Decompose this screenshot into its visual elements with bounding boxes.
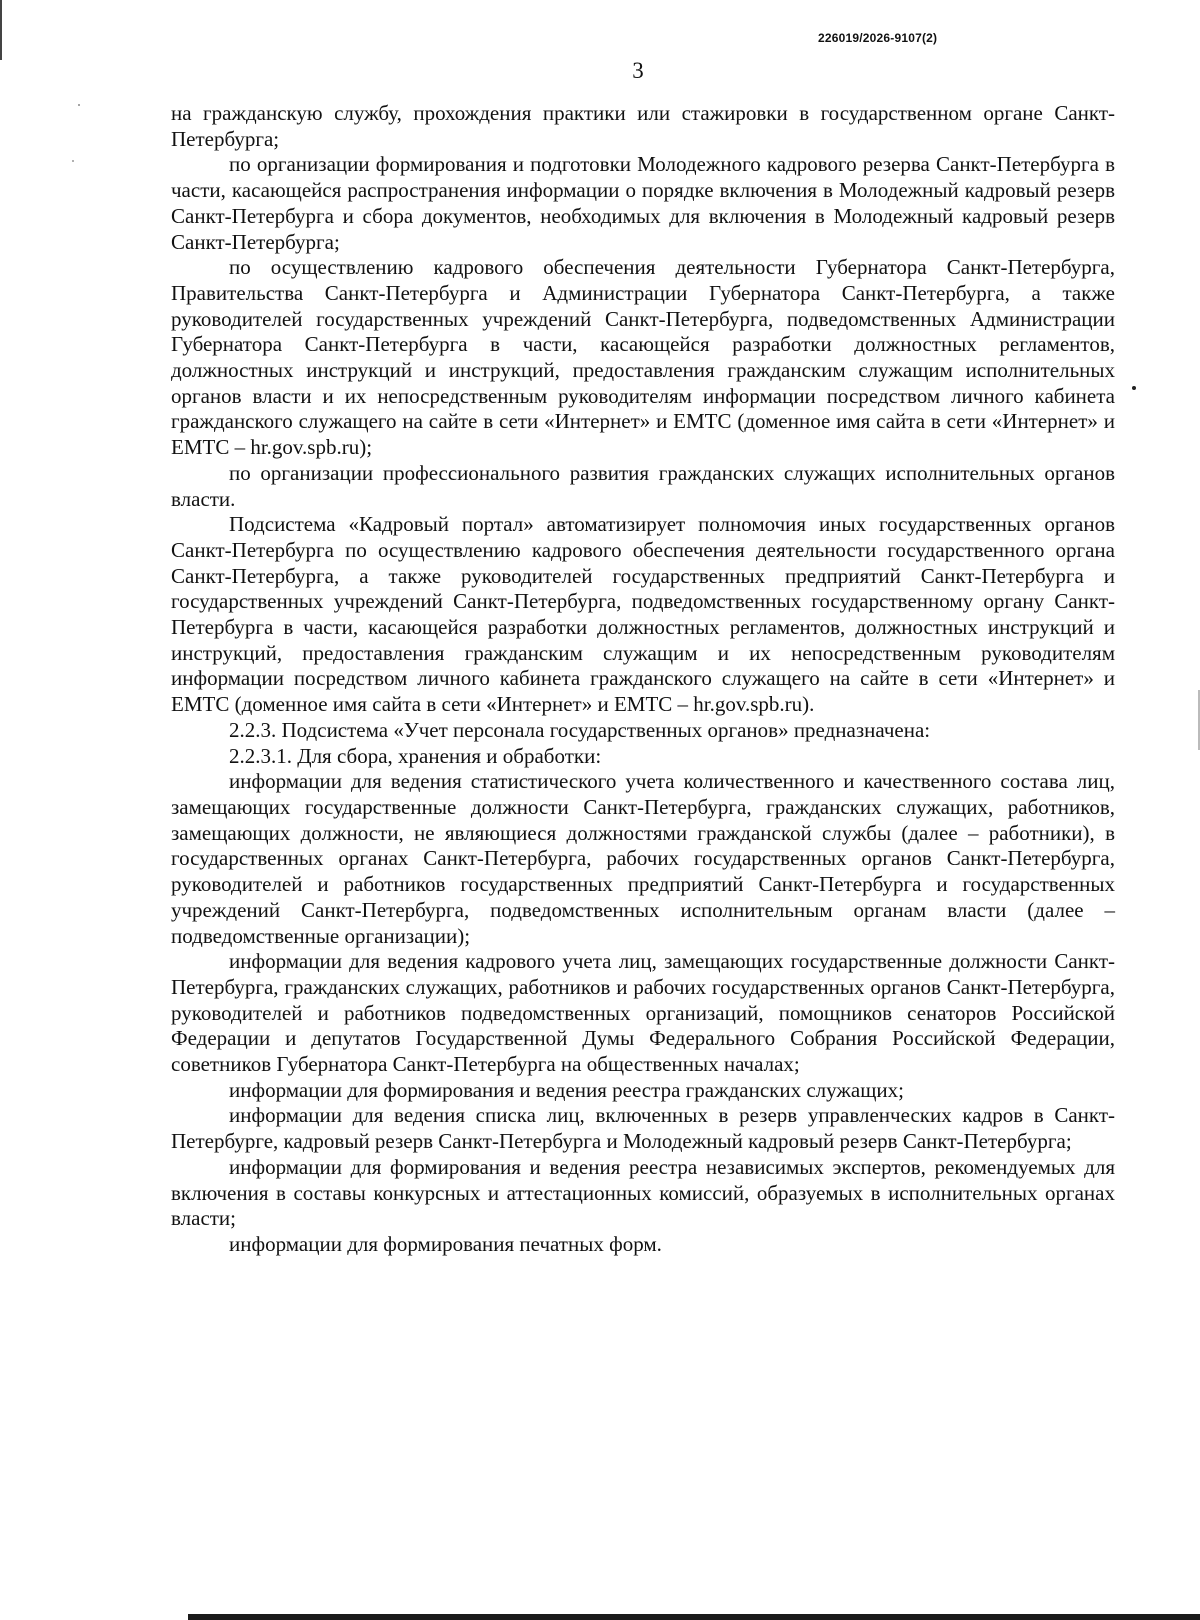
scan-speck bbox=[72, 160, 74, 162]
paragraph: Подсистема «Кадровый портал» автоматизирует полномочия иных государственных органов Санкт-Петербурга по осуществлению кадрового обеспечения деятельности государственного органа Санкт-Петербурга, а также руководителей государственных предприятий Санкт-Петербурга и государственных учреждений Санкт-Петербурга, подведомственных государственному органу Санкт-Петербурга в части, касающейся разработки должностных регламентов, должностных инструкций и инструкций, предоставления гражданским служащим и их непосредственным руководителям информации посредством личного кабинета гражданского служащего на сайте в сети «Интернет» и ЕМТС (доменное имя сайта в сети «Интернет» и ЕМТС – hr.gov.spb.ru). bbox=[171, 512, 1115, 717]
paragraph: информации для ведения кадрового учета лиц, замещающих государственные должности Санкт-Петербурга, гражданских служащих, работников и рабочих государственных органов Санкт-Петербурга, руководителей и работников подведомственных организаций, помощников сенаторов Российской Федерации и депутатов Государственной Думы Федерального Собрания Российской Федерации, советников Губернатора Санкт-Петербурга на общественных началах; bbox=[171, 949, 1115, 1077]
document-body bbox=[171, 101, 1115, 1258]
scan-speck bbox=[1132, 386, 1136, 390]
paragraph: информации для ведения статистического учета количественного и качественного состава лиц, замещающих государственные должности Санкт-Петербурга, гражданских служащих, работников, замещающих должности, не являющиеся должностями гражданской службы (далее – работники), в государственных органах Санкт-Петербурга, рабочих государственных органов Санкт-Петербурга, руководителей и работников государственных предприятий Санкт-Петербурга и государственных учреждений Санкт-Петербурга, подведомственных исполнительным органам власти (далее – подведомственные организации); bbox=[171, 769, 1115, 948]
page-number: 3 bbox=[632, 58, 644, 83]
scan-bottom-edge bbox=[188, 1614, 1200, 1620]
subsection-heading: 2.2.3.1. Для сбора, хранения и обработки: bbox=[229, 743, 602, 768]
paragraph: информации для формирования печатных форм. bbox=[229, 1231, 662, 1256]
paragraph: по организации профессионального развития гражданских служащих исполнительных органов власти. bbox=[171, 460, 1115, 511]
scan-speck bbox=[78, 104, 80, 106]
scan-edge-mark bbox=[0, 0, 2, 60]
paragraph: информации для ведения списка лиц, включенных в резерв управленческих кадров в Санкт-Петербурге, кадровый резерв Санкт-Петербурга и Молодежный кадровый резерв Санкт-Петербурга; bbox=[171, 1103, 1115, 1154]
paragraph: по осуществлению кадрового обеспечения деятельности Губернатора Санкт-Петербурга, Правительства Санкт-Петербурга и Администрации Губернатора Санкт-Петербурга, а также руководителей государственных учреждений Санкт-Петербурга, подведомственных Администрации Губернатора Санкт-Петербурга в части, касающейся разработки должностных регламентов, должностных инструкций и инструкций, предоставления гражданским служащим исполнительных органов власти и их непосредственным руководителям информации посредством личного кабинета гражданского служащего на сайте в сети «Интернет» и ЕМТС (доменное имя сайта в сети «Интернет» и ЕМТС – hr.gov.spb.ru); bbox=[171, 255, 1115, 460]
section-heading: 2.2.3. Подсистема «Учет персонала государственных органов» предназначена: bbox=[229, 717, 931, 742]
paragraph: по организации формирования и подготовки Молодежного кадрового резерва Санкт-Петербурга в части, касающейся распространения информации о порядке включения в Молодежный кадровый резерв Санкт-Петербурга и сбора документов, необходимых для включения в Молодежный кадровый резерв Санкт-Петербурга; bbox=[171, 152, 1115, 254]
paragraph: информации для формирования и ведения реестра независимых экспертов, рекомендуемых для включения в составы конкурсных и аттестационных комиссий, образуемых в исполнительных органах власти; bbox=[171, 1154, 1115, 1231]
document-registration-number: 226019/2026-9107(2) bbox=[818, 31, 938, 45]
paragraph: информации для формирования и ведения реестра гражданских служащих; bbox=[229, 1077, 904, 1102]
paragraph: на гражданскую службу, прохождения практики или стажировки в государственном органе Санкт-Петербурга; bbox=[171, 101, 1115, 151]
